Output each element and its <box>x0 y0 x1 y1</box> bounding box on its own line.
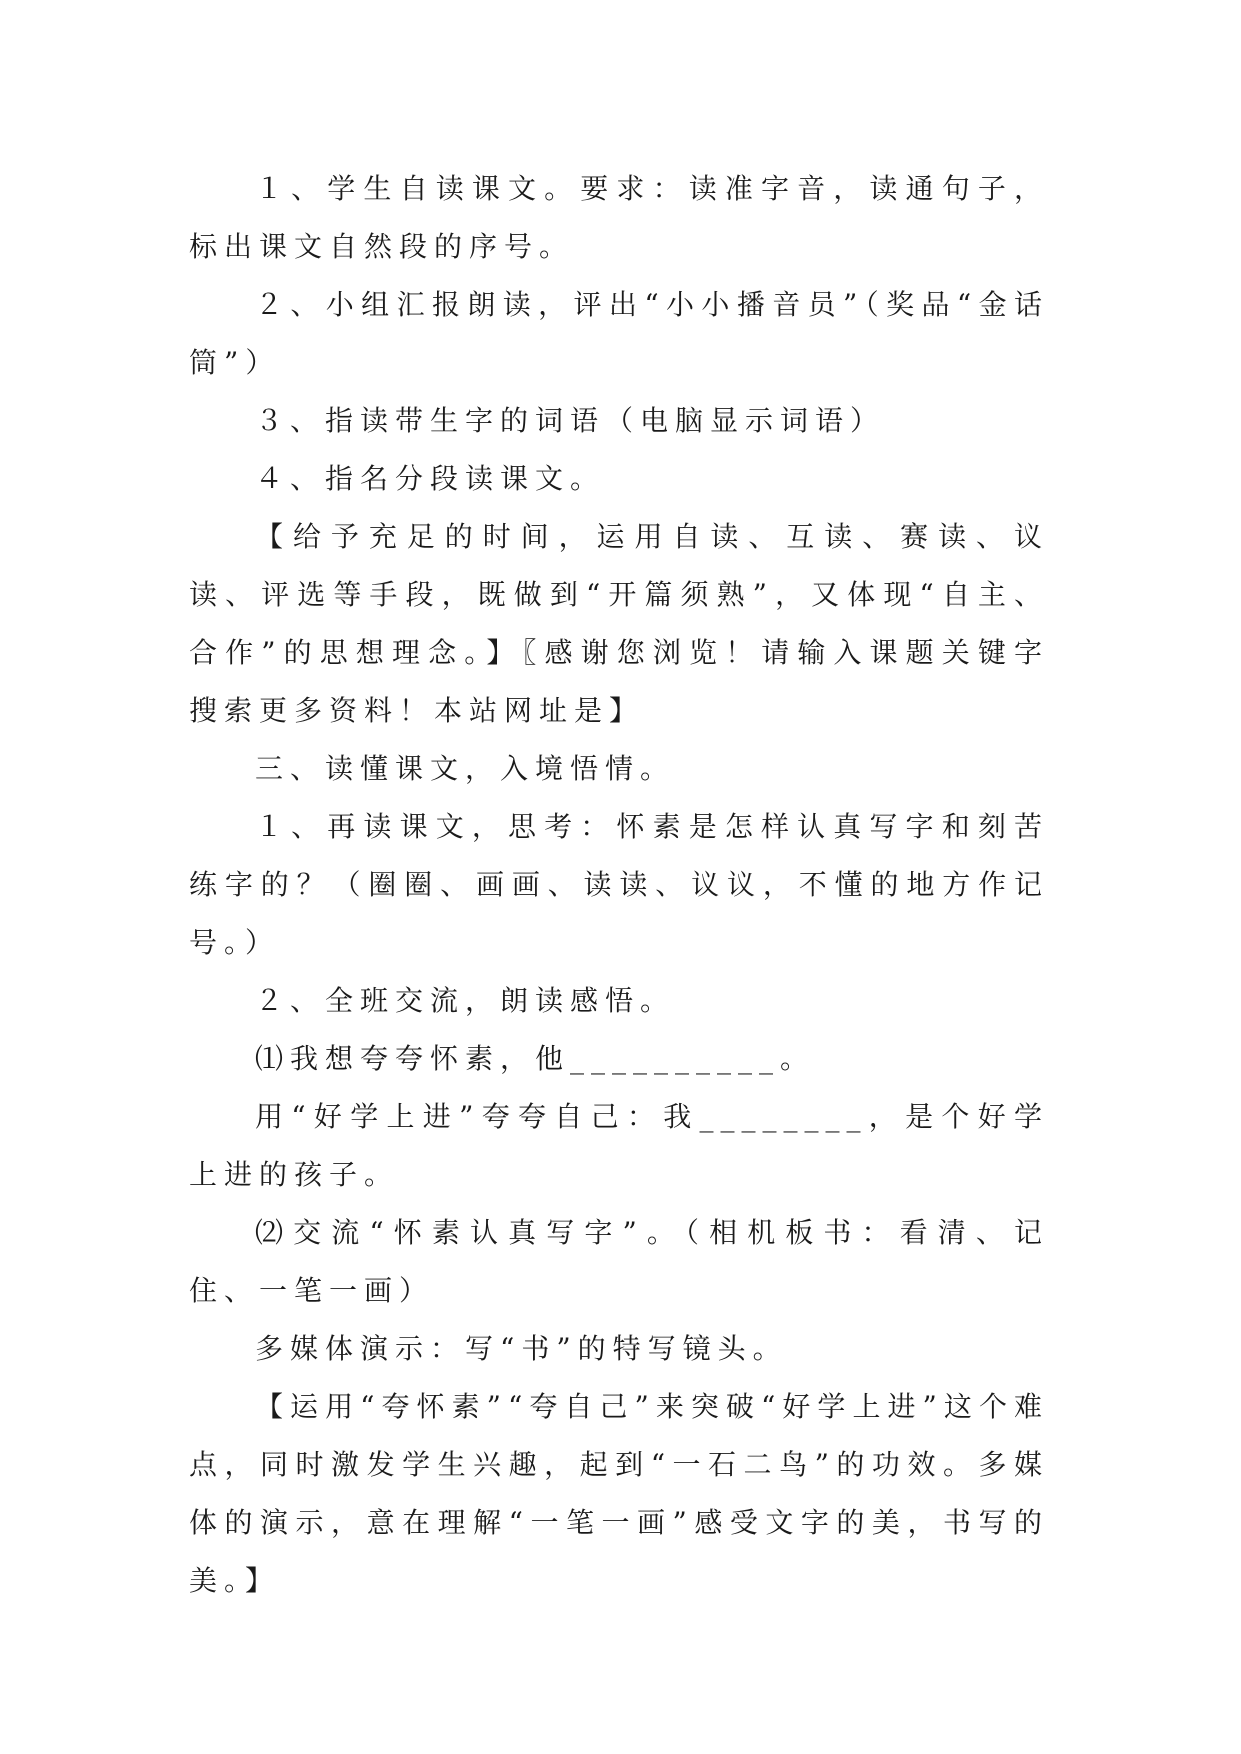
paragraph-step-1-reread: １、再读课文，思考：怀素是怎样认真写字和刻苦练字的？（圈圈、画画、读读、议议，不懂的地方作记号。） <box>189 810 1049 959</box>
paragraph-praise-huaisu: ⑴我想夸夸怀素，他__________。 <box>255 1042 816 1075</box>
document-body <box>189 160 1049 1610</box>
paragraph-step-3-read-words: ３、指读带生字的词语（电脑显示词语） <box>255 404 886 437</box>
paragraph-note-reading-time: 【给予充足的时间，运用自读、互读、赛读、议读、评选等手段，既做到“开篇须熟”，又体现“自主、合作”的思想理念。】〖感谢您浏览！请输入课题关键字搜索更多资料！本站网址是】 <box>189 520 1049 727</box>
paragraph-multimedia-demo: 多媒体演示：写“书”的特写镜头。 <box>255 1332 788 1365</box>
section-heading-three: 三、读懂课文，入境悟情。 <box>255 752 676 785</box>
paragraph-praise-self: 用“好学上进”夸夸自己：我________，是个好学上进的孩子。 <box>189 1100 1049 1191</box>
paragraph-note-difficulty: 【运用“夸怀素”“夸自己”来突破“好学上进”这个难点，同时激发学生兴趣，起到“一石二鸟”的功效。多媒体的演示，意在理解“一笔一画”感受文字的美，书写的美。】 <box>189 1390 1049 1597</box>
paragraph-step-2-class-exchange: ２、全班交流，朗读感悟。 <box>255 984 676 1017</box>
paragraph-step-1-self-read: １、学生自读课文。要求：读准字音，读通句子，标出课文自然段的序号。 <box>189 172 1049 263</box>
paragraph-step-2-group-report: ２、小组汇报朗读，评出“小小播音员”（奖品“金话筒”） <box>189 288 1049 379</box>
paragraph-exchange-writing: ⑵交流“怀素认真写字”。（相机板书：看清、记住、一笔一画） <box>189 1216 1049 1307</box>
paragraph-step-4-read-sections: ４、指名分段读课文。 <box>255 462 606 495</box>
